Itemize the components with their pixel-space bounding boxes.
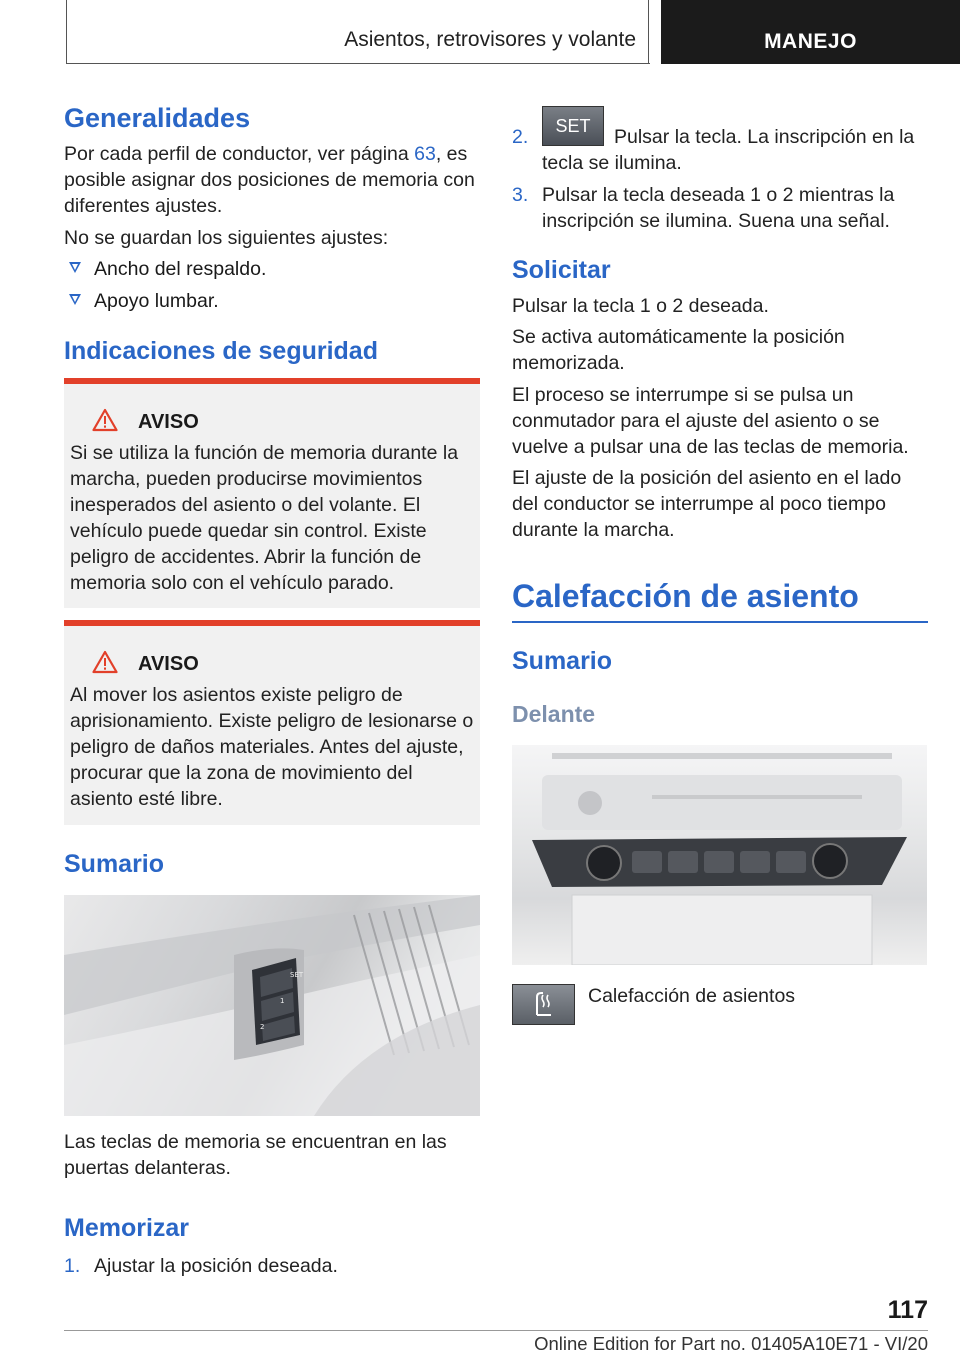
- door-memory-buttons-image: [64, 895, 480, 1116]
- paragraph-perfil: [64, 141, 480, 219]
- door-label-2: 2: [260, 1023, 265, 1031]
- heading-sumario-right: Sumario: [512, 647, 613, 675]
- seat-heating-button-icon[interactable]: [512, 984, 575, 1025]
- climate-panel-illustration: [512, 745, 927, 965]
- bullet-text: Ancho del respaldo.: [94, 258, 267, 280]
- step-text: Ajustar la posición deseada.: [94, 1255, 338, 1277]
- page-number: 117: [887, 1296, 928, 1324]
- step-number: 2.: [512, 126, 529, 148]
- triangle-bullet-icon: [69, 294, 81, 305]
- heading-indicaciones-seguridad: Indicaciones de seguridad: [64, 337, 378, 365]
- heading-generalidades: Generalidades: [64, 103, 251, 133]
- step-1: [64, 1253, 338, 1279]
- door-panel-illustration: [64, 895, 480, 1116]
- seat-heat-icon: [513, 985, 574, 1024]
- footer-edition: Online Edition for Part no. 01405A10E71 - VI/20: [534, 1333, 928, 1354]
- warning-box-1: [64, 378, 480, 608]
- header-chapter-tab[interactable]: MANEJO: [661, 0, 960, 64]
- step-number: 3.: [512, 184, 529, 206]
- bullet-text: Apoyo lumbar.: [94, 290, 219, 312]
- paragraph-perfil-rest: , es posible asignar dos posiciones de memoria con diferentes ajustes.: [64, 143, 475, 217]
- warning-title: AVISO: [138, 653, 199, 675]
- header-section-title: Asientos, retrovisores y volante: [344, 28, 636, 51]
- step-2: [512, 116, 928, 174]
- footer-rule: [64, 1330, 928, 1331]
- warning-text: Si se utiliza la función de memoria durante la marcha, pueden producirse movimientos inesperados del asiento o del volante. El vehículo puede quedar sin control. Existe peligro de accidentes. Abrir la función de memoria solo con el vehículo parado.: [70, 442, 459, 594]
- heading-sumario-left: Sumario: [64, 850, 165, 878]
- header-rule-mid: [648, 0, 649, 64]
- heading-underline: [512, 621, 928, 623]
- seat-heating-label: Calefacción de asientos: [588, 985, 796, 1007]
- page-link-63[interactable]: 63: [414, 143, 436, 165]
- warning-box-2: [64, 620, 480, 825]
- paragraph-no-guardan: No se guardan los siguientes ajustes:: [64, 227, 389, 249]
- header-rule-bottom: [66, 63, 650, 64]
- heading-delante: Delante: [512, 701, 596, 727]
- image-caption: Las teclas de memoria se encuentran en las puertas delanteras.: [64, 1131, 447, 1179]
- warning-triangle-icon: [92, 650, 118, 674]
- warning-title: AVISO: [138, 411, 199, 433]
- paragraph-solicitar-4: El ajuste de la posición del asiento en el lado del conductor se interrumpe al poco tiempo durante la marcha.: [512, 467, 902, 541]
- paragraph-solicitar-3: El proceso se interrumpe si se pulsa un conmutador para el ajuste del asiento o se vuelve a pulsar una de las teclas de memoria.: [512, 384, 909, 458]
- step-text: Pulsar la tecla deseada 1 o 2 mientras la inscripción se ilumina. Suena una señal.: [542, 184, 895, 232]
- step-number: 1.: [64, 1255, 81, 1277]
- door-label-1: 1: [280, 997, 285, 1005]
- warning-text: Al mover los asientos existe peligro de aprisionamiento. Existe peligro de lesionarse o peligro de daños materiales. Antes del ajuste, procurar que la zona de movimiento del asiento esté libre.: [70, 684, 474, 810]
- step-3: [512, 182, 928, 232]
- set-key-icon[interactable]: SET: [542, 106, 604, 146]
- step-text: Pulsar la tecla. La inscripción en la tecla se ilumina.: [542, 126, 915, 174]
- door-label-set: SET: [290, 971, 304, 979]
- heading-calefaccion-asiento: Calefacción de asiento: [512, 578, 859, 614]
- header-rule-left: [66, 0, 67, 64]
- heading-solicitar: Solicitar: [512, 256, 611, 284]
- paragraph-perfil-text: Por cada perfil de conductor, ver página: [64, 143, 415, 165]
- warning-triangle-icon: [92, 408, 118, 432]
- triangle-bullet-icon: [69, 262, 81, 273]
- front-climate-panel-image: [512, 745, 927, 965]
- heading-memorizar: Memorizar: [64, 1214, 190, 1242]
- paragraph-solicitar-2: Se activa automáticamente la posición memorizada.: [512, 326, 845, 374]
- paragraph-solicitar-1: Pulsar la tecla 1 o 2 deseada.: [512, 295, 769, 317]
